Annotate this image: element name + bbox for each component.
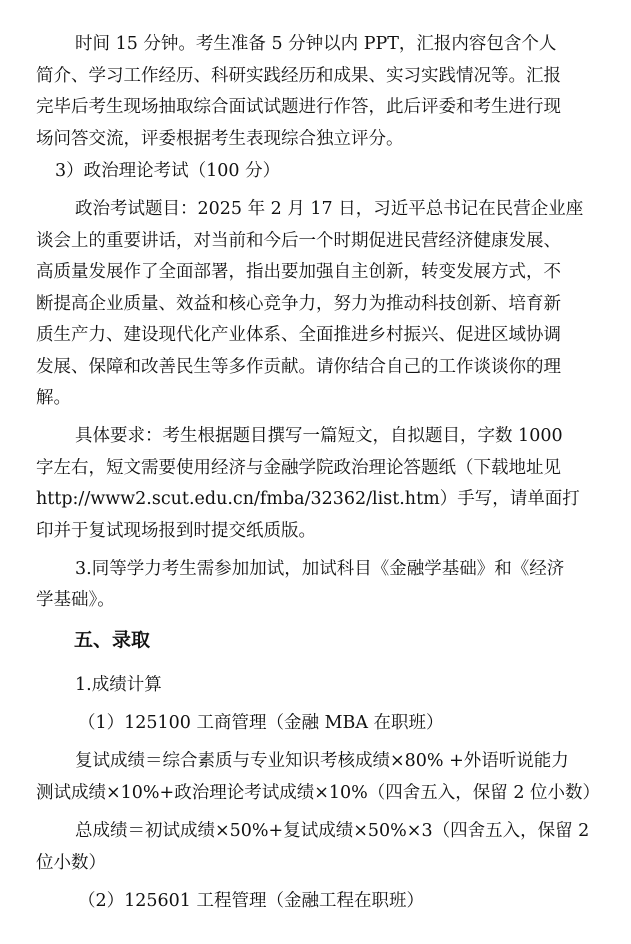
requirements-paragraph-line-2: 字左右，短文需要使用经济与金融学院政治理论答题纸（下载地址见: [36, 458, 561, 478]
retest-score-line-2: 测试成绩×10%+政治理论考试成绩×10%（四舍五入，保留 2 位小数）: [36, 783, 601, 803]
politics-paragraph-line-7: 解。: [36, 388, 71, 408]
program-2-title: （2）125601 工程管理（金融工程在职班）: [78, 891, 424, 911]
program-1-title: （1）125100 工商管理（金融 MBA 在职班）: [78, 713, 444, 733]
politics-paragraph-line-4: 断提高企业质量、效益和核心竞争力，努力为推动科技创新、培育新: [36, 294, 561, 314]
requirements-paragraph-line-3: http://www2.scut.edu.cn/fmba/32362/list.htm）手写，请单面打: [36, 489, 580, 509]
total-score-line-1: 总成绩＝初试成绩×50%+复试成绩×50%×3（四舍五入，保留 2: [75, 821, 590, 841]
politics-paragraph-line-2: 谈会上的重要讲话，对当前和今后一个时期促进民营经济健康发展、: [36, 231, 561, 251]
interview-paragraph-line-3: 完毕后考生现场抽取综合面试试题进行作答，此后评委和考生进行现: [36, 97, 561, 117]
equivalent-paragraph-line-2: 学基础》。: [36, 590, 115, 610]
politics-paragraph-line-5: 质生产力、建设现代化产业体系、全面推进乡村振兴、促进区域协调: [36, 325, 561, 345]
equivalent-paragraph-line-1: 3.同等学力考生需参加加试，加试科目《金融学基础》和《经济: [75, 559, 565, 579]
politics-paragraph-line-3: 高质量发展作了全面部署，指出要加强自主创新，转变发展方式，不: [36, 262, 561, 282]
subsection-title: 1.成绩计算: [75, 675, 162, 695]
interview-paragraph-line-1: 时间 15 分钟。考生准备 5 分钟以内 PPT，汇报内容包含个人: [75, 34, 557, 54]
requirements-paragraph-line-1: 具体要求：考生根据题目撰写一篇短文，自拟题目，字数 1000: [75, 426, 563, 446]
total-score-line-2: 位小数）: [36, 853, 106, 873]
section-heading: 五、录取: [74, 629, 151, 651]
politics-paragraph-line-1: 政治考试题目：2025 年 2 月 17 日，习近平总书记在民营企业座: [75, 199, 584, 219]
politics-paragraph-line-6: 发展、保障和改善民生等多作贡献。请你结合自己的工作谈谈你的理: [36, 357, 561, 377]
requirements-paragraph-line-4: 印并于复试现场报到时提交纸质版。: [36, 521, 316, 541]
politics-exam-title: 3）政治理论考试（100 分）: [55, 161, 281, 181]
retest-score-line-1: 复试成绩＝综合素质与专业知识考核成绩×80% +外语听说能力: [75, 751, 569, 771]
interview-paragraph-line-4: 场问答交流，评委根据考生表现综合独立评分。: [36, 129, 404, 149]
interview-paragraph-line-2: 简介、学习工作经历、科研实践经历和成果、实习实践情况等。汇报: [36, 66, 561, 86]
